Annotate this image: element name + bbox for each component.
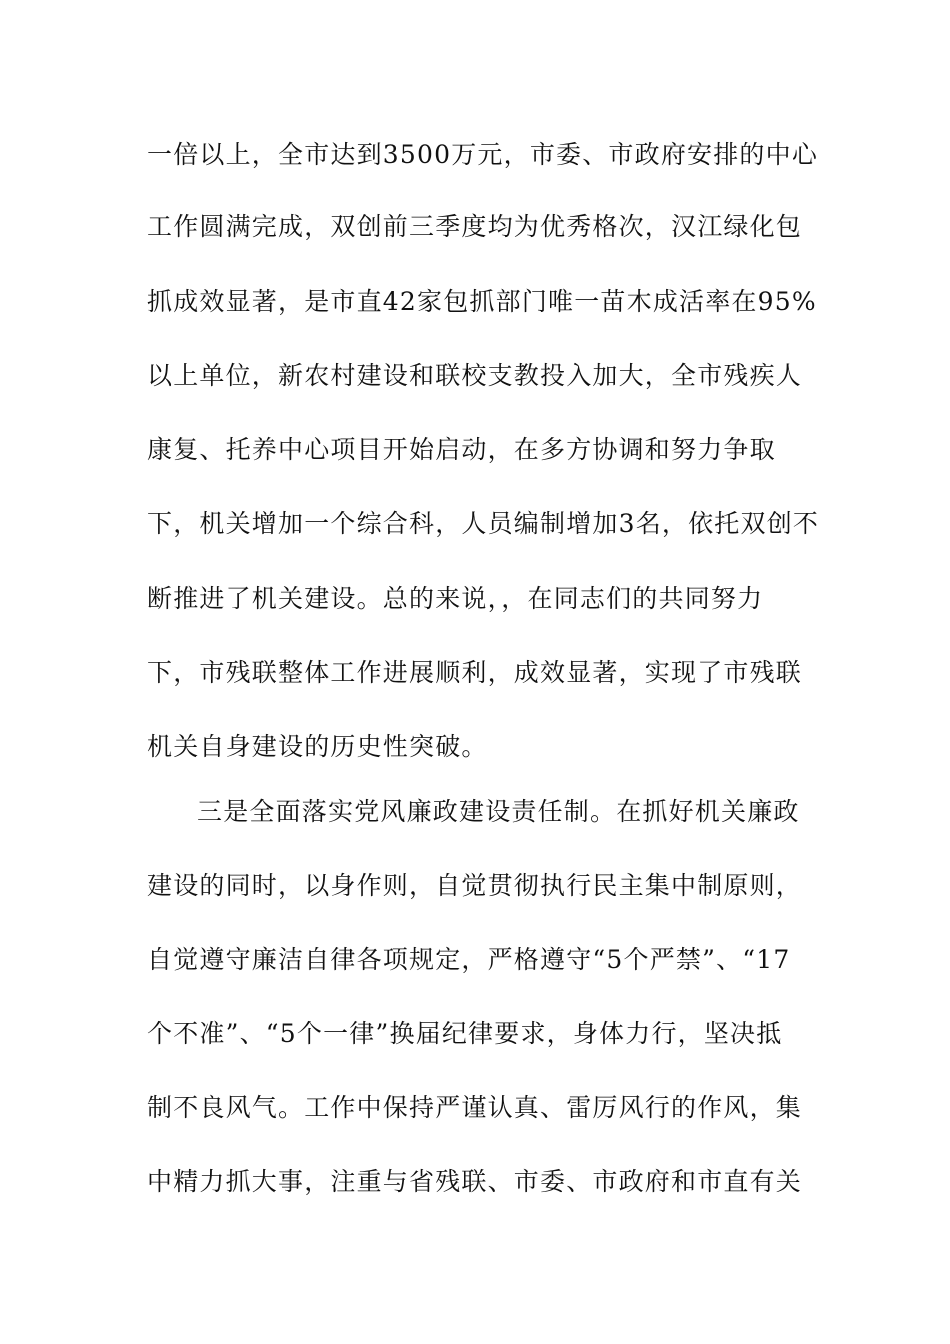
text-line: 下，机关增加一个综合科，人员编制增加3名，依托双创不 [147, 509, 820, 538]
text-line: 断推进了机关建设。总的来说，，在同志们的共同努力 [147, 584, 764, 613]
text-line: 下，市残联整体工作进展顺利，成效显著，实现了市残联 [147, 658, 803, 687]
text-line: 抓成效显著，是市直42家包抓部门唯一苗木成活率在95% [147, 287, 817, 316]
text-line: 自觉遵守廉洁自律各项规定，严格遵守“5个严禁”、“17 [147, 945, 791, 974]
text-line: 机关自身建设的历史性突破。 [147, 732, 488, 761]
text-line: 制不良风气。工作中保持严谨认真、雷厉风行的作风，集 [147, 1093, 803, 1122]
paragraph-first-line: 三是全面落实党风廉政建设责任制。在抓好机关廉政 [197, 797, 800, 826]
text-line: 中精力抓大事，注重与省残联、市委、市政府和市直有关 [147, 1167, 803, 1196]
text-line: 建设的同时，以身作则，自觉贯彻执行民主集中制原则， [147, 871, 803, 900]
text-line: 以上单位，新农村建设和联校支教投入加大，全市残疾人 [147, 361, 803, 390]
text-line: 个不准”、“5个一律”换届纪律要求，身体力行，坚决抵 [147, 1019, 783, 1048]
text-line: 一倍以上，全市达到3500万元，市委、市政府安排的中心 [147, 140, 819, 169]
text-line: 工作圆满完成，双创前三季度均为优秀格次，汉江绿化包 [147, 212, 803, 241]
text-line: 康复、托养中心项目开始启动，在多方协调和努力争取 [147, 435, 776, 464]
